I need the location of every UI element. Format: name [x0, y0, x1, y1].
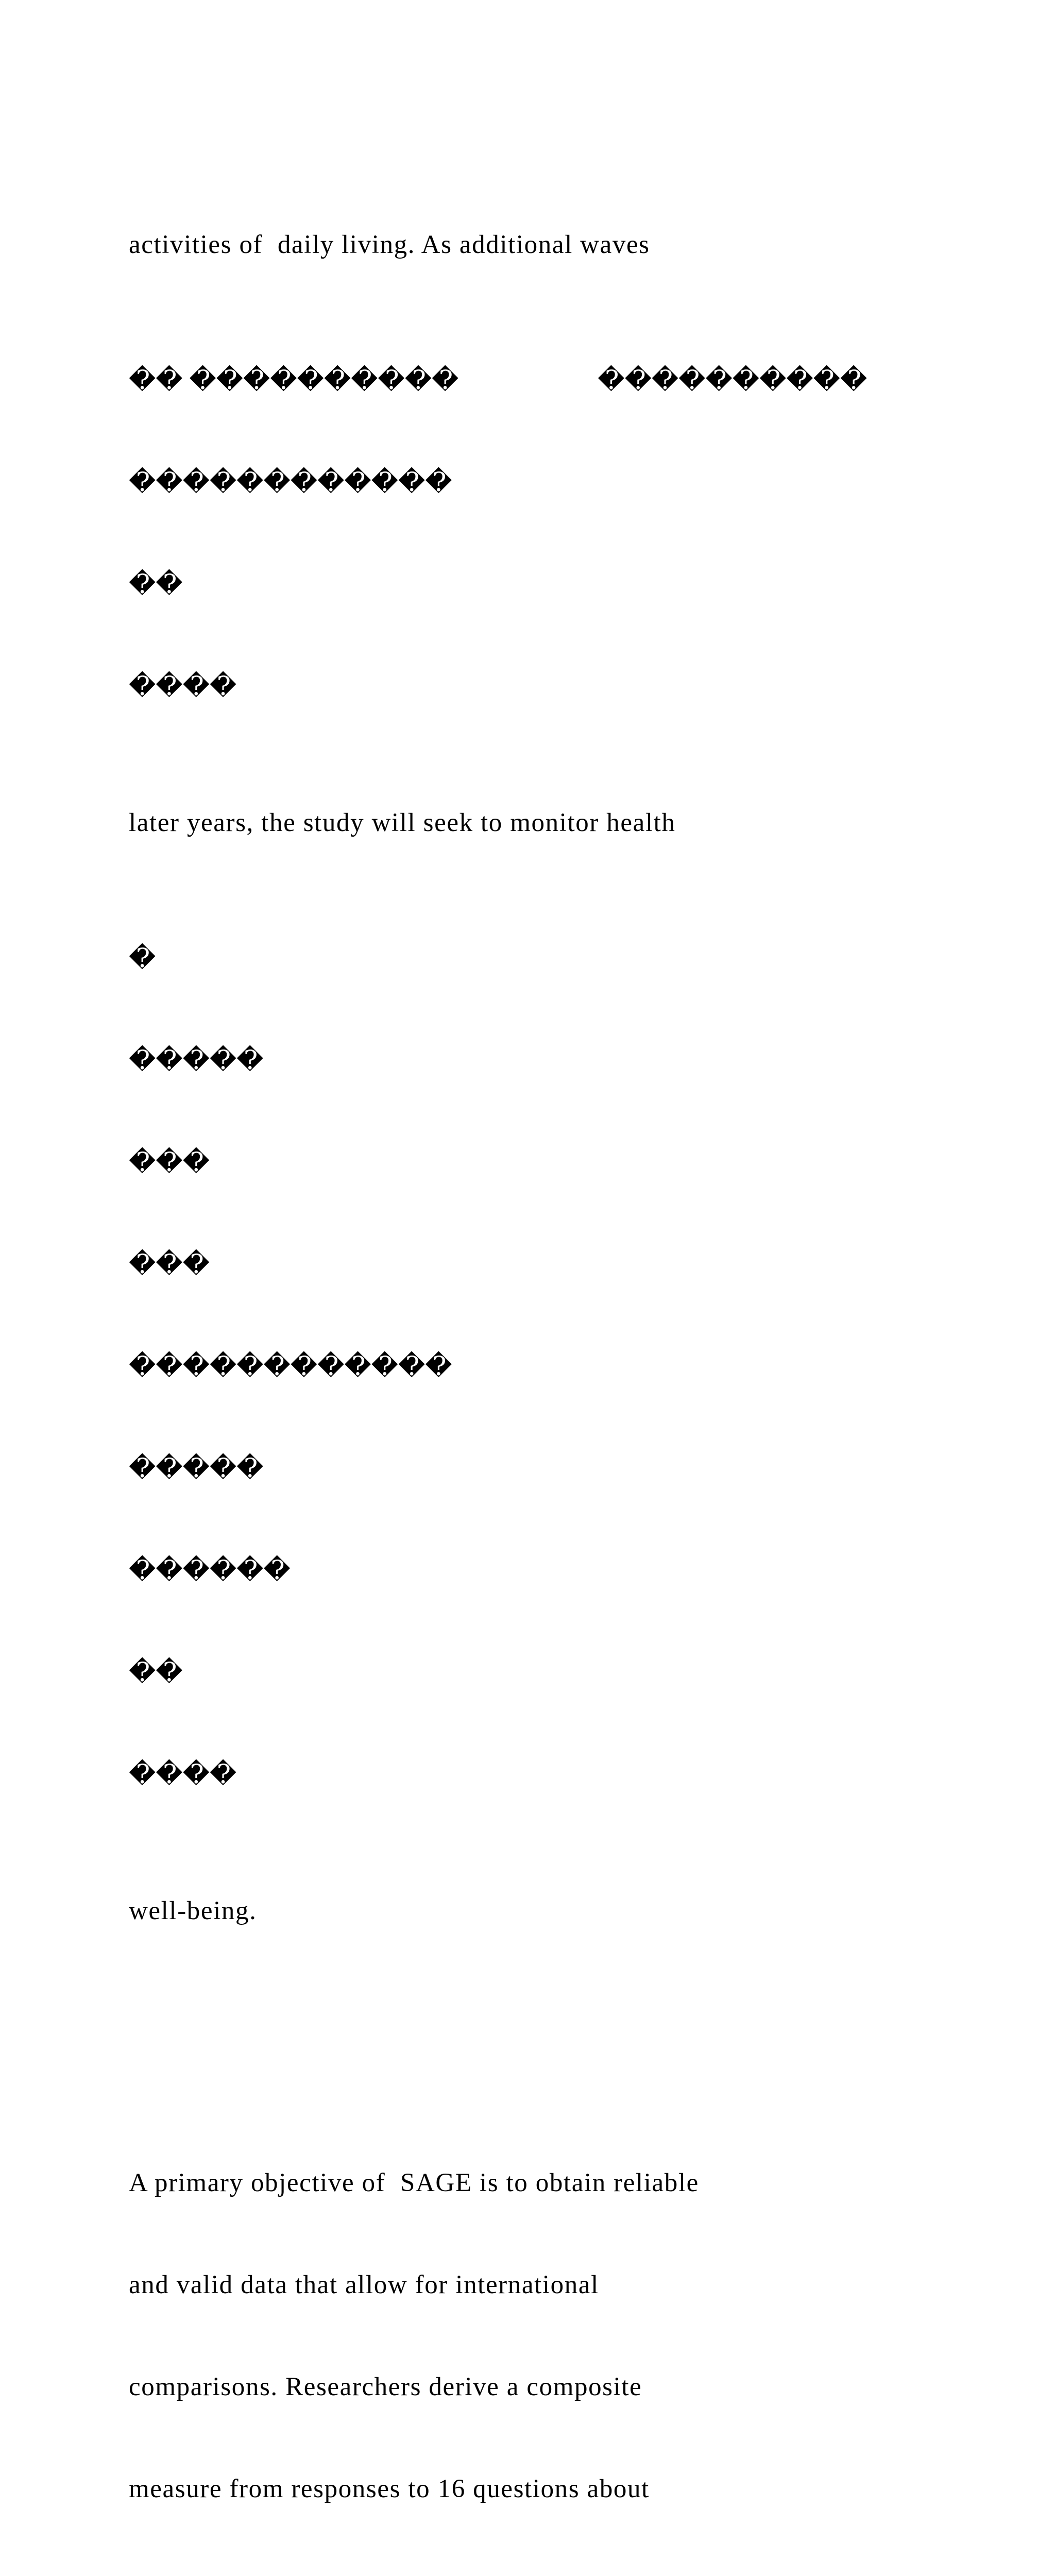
garbled-line: ����� — [129, 1046, 264, 1075]
garbled-line: ���� — [129, 1760, 237, 1789]
garbled-line: ����� — [129, 1454, 264, 1483]
body-text — [129, 126, 963, 2576]
garbled-line — [129, 364, 963, 398]
garbled-line: �� — [129, 1658, 183, 1687]
garbled-run-b: ���������� — [598, 366, 867, 395]
garbled-line: ��� — [129, 1250, 210, 1279]
garbled-line: ���� — [129, 672, 237, 701]
text-line-closing: well-being. — [129, 1896, 257, 1925]
garbled-line: ������������ — [129, 468, 452, 497]
paragraph-1-line: measure from responses to 16 questions about — [129, 2475, 650, 2503]
garbled-line: � — [129, 944, 156, 973]
garbled-line: �� — [129, 570, 183, 599]
paragraph-1-line: and valid data that allow for international — [129, 2270, 599, 2299]
text-line-intro: activities of daily living. As additional waves — [129, 230, 650, 259]
garbled-line: ������ — [129, 1556, 291, 1585]
garbled-run-a: �� ���������� — [129, 366, 459, 395]
garbled-line: ��� — [129, 1148, 210, 1177]
garbled-line: ������������ — [129, 1352, 452, 1381]
paragraph-1-line — [129, 2574, 963, 2576]
paragraph-gap — [129, 2030, 963, 2064]
text-line-middle: later years, the study will seek to monitor health — [129, 808, 676, 837]
paragraph-1-line: A primary objective of SAGE is to obtain reliable — [129, 2168, 699, 2197]
paragraph-1-line: comparisons. Researchers derive a composite — [129, 2372, 642, 2401]
